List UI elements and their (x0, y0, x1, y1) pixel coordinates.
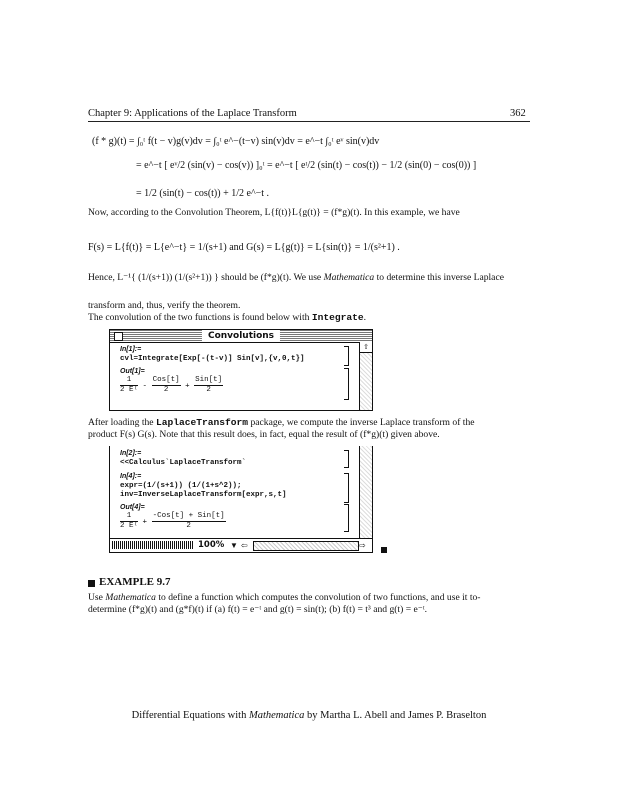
zoom-dropdown-icon[interactable]: ▼ (230, 541, 238, 550)
example-text-a: Use (88, 592, 103, 603)
cell-bracket-in2[interactable] (344, 450, 349, 468)
mathematica-name: Mathematica (323, 272, 375, 283)
out4-den2: 2 (186, 522, 191, 530)
in4-input-line2[interactable]: inv=InverseLaplaceTransform[expr,s,t] (120, 491, 287, 499)
after-loading-line1 (88, 417, 530, 429)
header-rule (88, 121, 530, 122)
convolution-paragraph: The convolution of the two functions is found below with Integrate. (88, 312, 367, 323)
in2-label: In[2]:= (120, 450, 142, 457)
notebook-title: Convolutions (202, 330, 280, 342)
convolution-integral-line: (f * g)(t) = ∫₀ᵗ f(t − v)g(v)dv = ∫₀ᵗ e^−(t−v) sin(v)dv = e^−t ∫₀ᵗ eᵛ sin(v)dv (92, 136, 380, 147)
out4-num1: 1 (120, 512, 138, 522)
cell-bracket-out4[interactable] (344, 504, 349, 532)
laplace-package-name: LaplaceTransform (155, 417, 249, 428)
out4-expression (120, 512, 226, 531)
result-line: = 1/2 (sin(t) − cos(t)) + 1/2 e^−t . (136, 188, 270, 199)
cell-bracket-in1[interactable] (344, 346, 349, 366)
vertical-scrollbar-2[interactable] (359, 446, 372, 538)
theorem-paragraph: Now, according to the Convolution Theorem, L{f(t)}L{g(t)} = (f*g)(t). In this example, we have (88, 207, 460, 218)
scroll-up-arrow-icon[interactable]: ⇧ (360, 342, 372, 353)
notebook-title-bar[interactable] (110, 330, 372, 343)
out1-plus: + (185, 382, 190, 391)
out1-num2: Cos[t] (152, 376, 180, 384)
example-title: EXAMPLE 9.7 (99, 576, 171, 588)
notebook-window-convolutions[interactable] (109, 329, 373, 411)
close-box-icon[interactable] (114, 332, 123, 341)
in1-label: In[1]:= (120, 346, 142, 353)
footer-italic: Mathematica (248, 710, 305, 721)
in2-input[interactable]: <<Calculus`LaplaceTransform` (120, 459, 247, 467)
notebook-window-laplace[interactable] (109, 446, 373, 553)
out1-minus: - (142, 382, 148, 391)
hence-tail: should be (f*g)(t). We use (221, 272, 322, 283)
zoom-level[interactable]: 100% (198, 540, 225, 550)
vertical-scrollbar[interactable] (359, 342, 372, 410)
out4-num2: -Cos[t] + Sin[t] (152, 512, 225, 520)
integrate-command: Integrate (311, 312, 364, 323)
footer-pre: Differential Equations with (131, 710, 247, 721)
page-number: 362 (510, 108, 526, 119)
out1-den1: 2 Eᵗ (120, 386, 139, 394)
footer (0, 710, 618, 721)
inverse-laplace-expression: Hence, L⁻¹{ (1/(s+1)) (1/(s²+1)) } (88, 272, 219, 283)
laplace-transforms-line: F(s) = L{f(t)} = L{e^−t} = 1/(s+1) and G(s) = L{g(t)} = L{sin(t)} = 1/(s²+1) . (88, 242, 400, 253)
example-line2: determine (f*g)(t) and (g*f)(t) if (a) f(t) = e⁻ᵗ and g(t) = sin(t); (b) f(t) = t³ and g(t) = e⁻ᵗ. (88, 604, 428, 615)
in1-input[interactable]: cvl=Integrate[Exp[-(t-v)] Sin[v],{v,0,t}] (120, 355, 305, 363)
footer-post: by Martha L. Abell and James P. Braselton (307, 710, 487, 721)
out1-label: Out[1]= (120, 368, 145, 375)
cell-bracket-out1[interactable] (344, 368, 349, 400)
verify-paragraph: transform and, thus, verify the theorem. (88, 300, 241, 311)
cell-bracket-in4[interactable] (344, 473, 349, 503)
example-line1 (88, 592, 530, 604)
in4-input-line1[interactable]: expr=(1/(s+1)) (1/(1+s^2)); (120, 482, 242, 490)
example-bullet-icon (88, 580, 95, 587)
out4-label: Out[4]= (120, 504, 145, 511)
hence-paragraph (88, 272, 530, 284)
status-pattern (112, 541, 194, 549)
out4-plus: + (142, 518, 148, 527)
example-mathematica: Mathematica (105, 592, 156, 603)
out1-den2: 2 (163, 386, 169, 394)
after-loading-line2: product F(s) G(s). Note that this result does, in fact, equal the result of (f*g)(t) given above. (88, 429, 440, 440)
scroll-left-arrow-icon[interactable]: ⇦ (241, 541, 248, 550)
after-text-a: After loading the (88, 417, 154, 428)
in4-label: In[4]:= (120, 473, 142, 480)
example-text-b: to define a function which computes the convolution of two functions, and use it to- (158, 592, 481, 603)
notebook-status-bar (110, 538, 372, 552)
out1-num3: Sin[t] (195, 376, 223, 384)
chapter-header: Chapter 9: Applications of the Laplace Transform (88, 108, 297, 119)
out1-expression (120, 376, 223, 395)
out4-den1: 2 Eᵗ (120, 522, 139, 530)
evaluation-line: = e^−t [ eᵛ/2 (sin(v) − cos(v)) ]₀ᵗ = e^−t [ eᵗ/2 (sin(t) − cos(t)) − 1/2 (sin(0) − cos(0)) ] (136, 160, 477, 171)
end-of-proof-square-icon (381, 547, 387, 553)
out1-num1: 1 (120, 376, 138, 386)
after-text-b: package, we compute the inverse Laplace transform of the (250, 417, 475, 428)
out1-den3: 2 (206, 386, 211, 394)
horizontal-scrollbar[interactable] (253, 541, 359, 551)
hence-tail-2: to determine this inverse Laplace (376, 272, 504, 283)
scroll-right-arrow-icon[interactable]: ⇨ (359, 541, 366, 550)
convolution-text: The convolution of the two functions is found below with (88, 312, 310, 323)
